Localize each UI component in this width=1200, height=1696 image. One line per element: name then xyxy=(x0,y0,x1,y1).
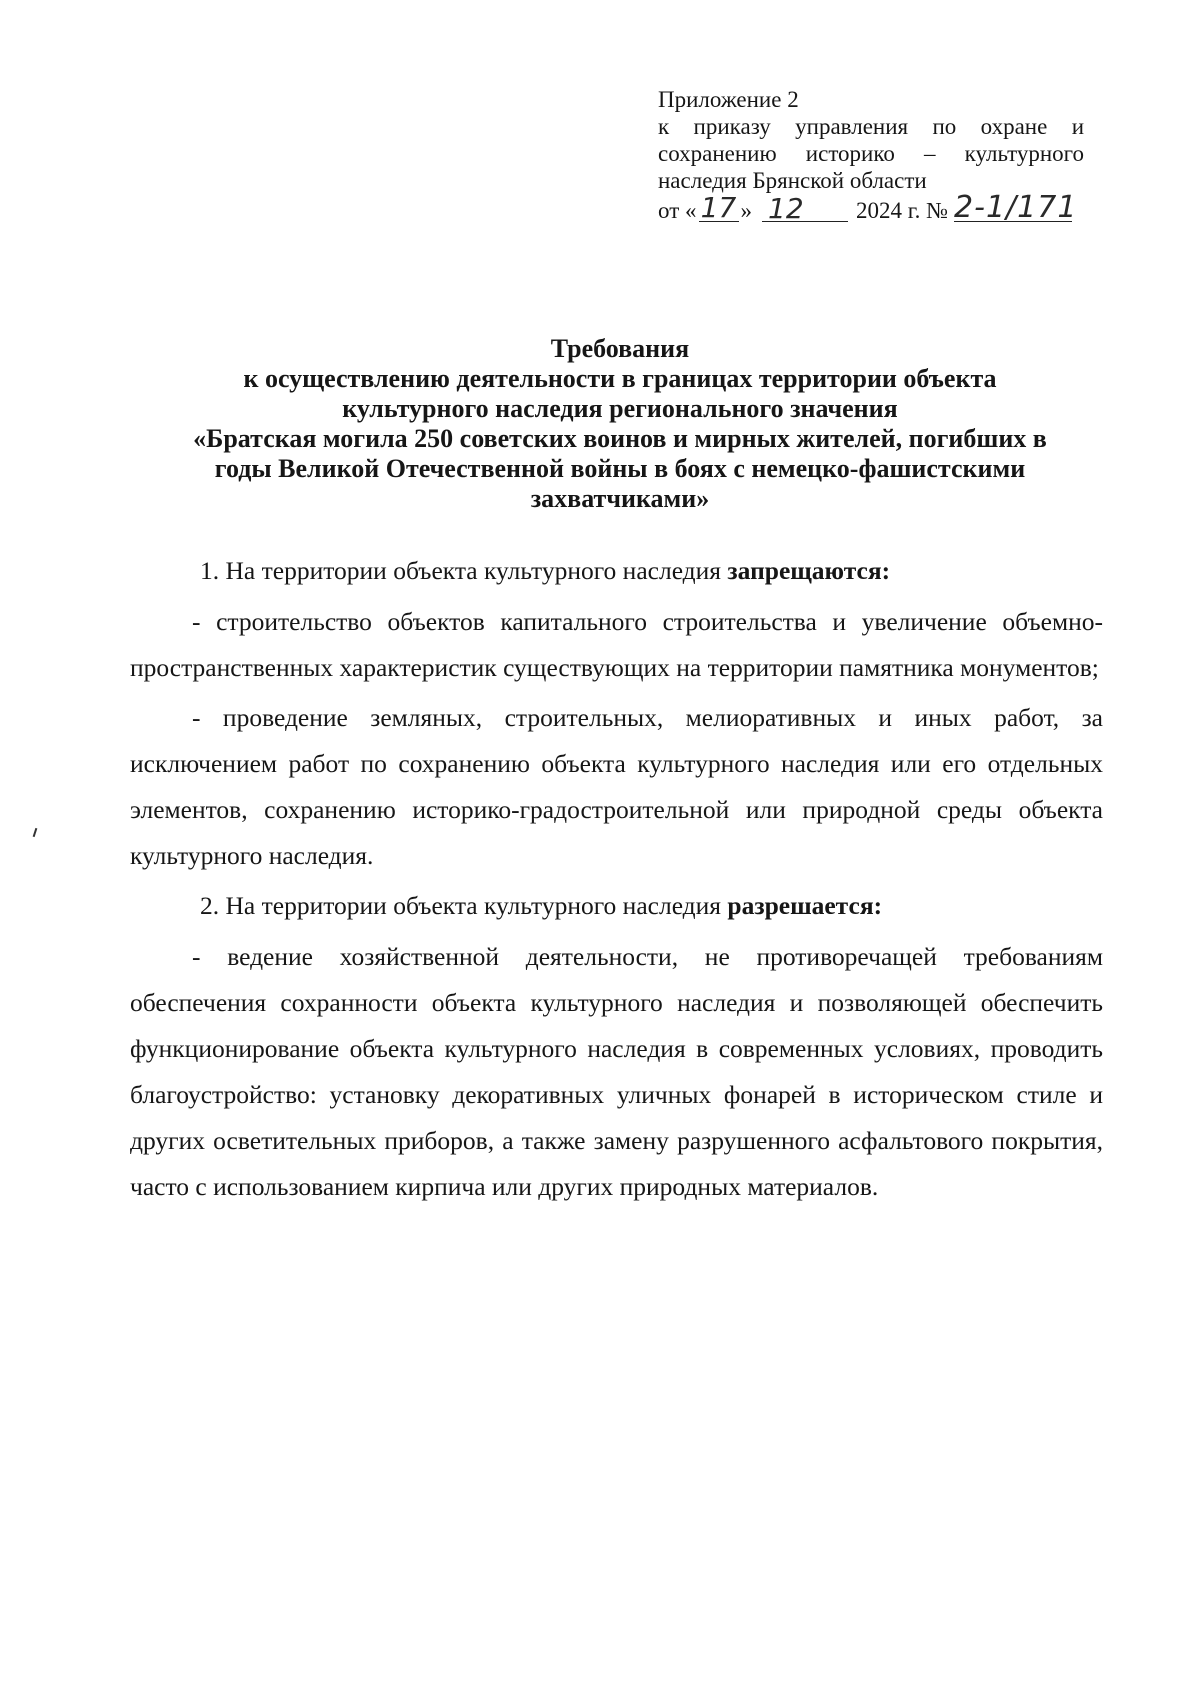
handwritten-month: 12 xyxy=(762,198,848,222)
appendix-header xyxy=(658,86,1084,224)
title-line-5: годы Великой Отечественной войны в боях с немецко-фашистскими xyxy=(214,454,1026,483)
date-close-quote: » xyxy=(740,198,752,223)
section-2-heading-text: 2. На территории объекта культурного наследия xyxy=(200,891,728,920)
title-line-6: захватчиками» xyxy=(530,484,710,513)
scan-artifact-mark xyxy=(33,828,38,837)
document-body xyxy=(130,548,1103,1210)
handwritten-order-number: 2-1/171 xyxy=(954,190,1078,225)
title-line-2: к осуществлению деятельности в границах территории объекта xyxy=(243,364,997,393)
section-1-item-2: - проведение земляных, строительных, мелиоративных и иных работ, за исключением работ по сохранению объекта культурного наследия или его отдельных элементов, сохранению историко-градостроительной или природной среды объекта культурного наследия. xyxy=(130,703,1103,870)
order-date-line xyxy=(658,190,1084,225)
appendix-region-line: наследия Брянской области xyxy=(658,168,927,193)
date-year-and-number-label: 2024 г. № xyxy=(856,198,949,223)
document-title xyxy=(140,334,1100,514)
appendix-department-line: сохранению историко – культурного xyxy=(658,141,1084,166)
appendix-order-line: к приказу управления по охране и xyxy=(658,114,1084,139)
section-2-item-1: - ведение хозяйственной деятельности, не противоречащей требованиям обеспечения сохранности объекта культурного наследия и позволяющей обеспечить функционирование объекта культурного наследия в современных условиях, проводить благоустройство: установку декоративных уличных фонарей в историческом стиле и других осветительных приборов, а также замену разрушенного асфальтового покрытия, часто с использованием кирпича или других природных материалов. xyxy=(130,942,1103,1201)
section-1-heading xyxy=(130,548,1103,594)
appendix-label: Приложение 2 xyxy=(658,87,799,112)
handwritten-day: 17 xyxy=(699,197,739,222)
section-2-heading xyxy=(130,883,1103,929)
title-line-3: культурного наследия регионального значения xyxy=(342,394,898,423)
date-prefix: от « xyxy=(658,198,697,223)
section-2-heading-bold: разрешается: xyxy=(727,891,883,920)
section-1-item-1: - строительство объектов капитального строительства и увеличение объемно-пространственных характеристик существующих на территории памятника монументов; xyxy=(130,607,1103,682)
title-line-1: Требования xyxy=(550,334,690,363)
title-line-4: «Братская могила 250 советских воинов и мирных жителей, погибших в xyxy=(193,424,1047,453)
section-1-heading-bold: запрещаются: xyxy=(727,556,891,585)
section-1-heading-text: 1. На территории объекта культурного наследия xyxy=(200,556,728,585)
